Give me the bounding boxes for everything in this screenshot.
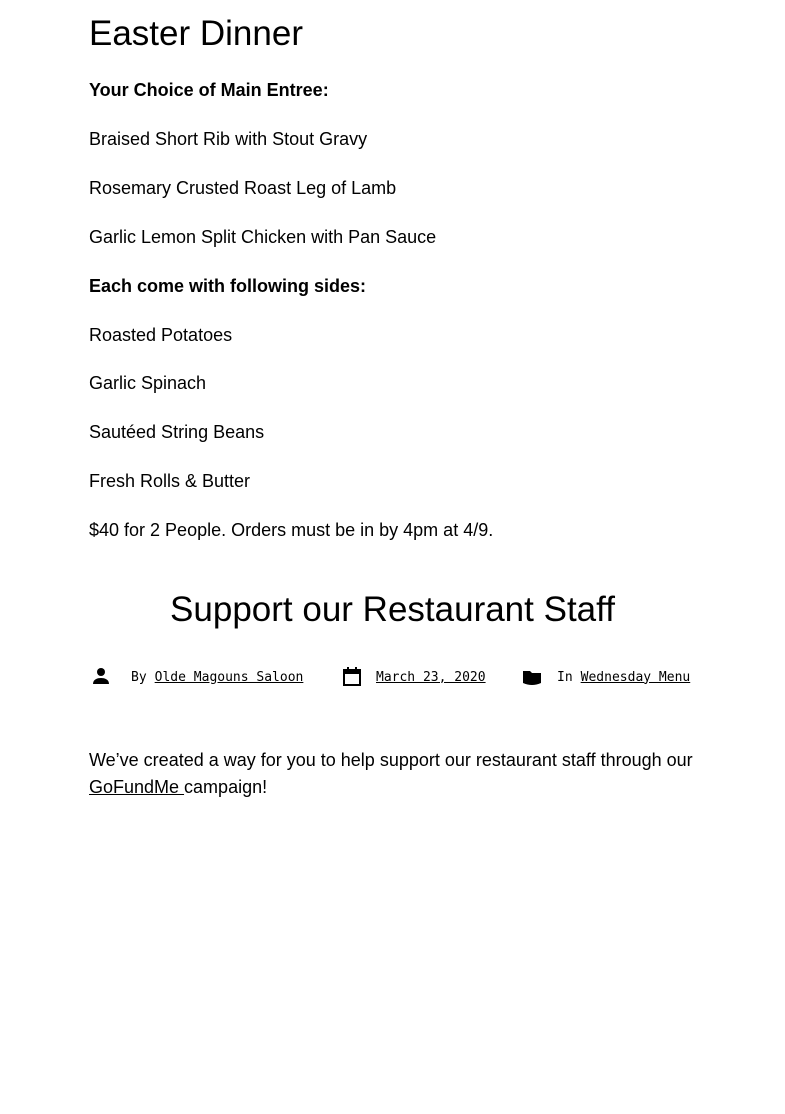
- sides-heading: Each come with following sides:: [89, 276, 367, 296]
- post-date: [340, 662, 486, 692]
- entree-item: Braised Short Rib with Stout Gravy: [89, 129, 368, 149]
- entree-item: Garlic Lemon Split Chicken with Pan Sauce: [89, 227, 437, 247]
- body-text: We’ve created a way for you to help support our restaurant staff through our: [89, 750, 693, 770]
- post-title-support-staff[interactable]: [0, 589, 785, 631]
- gofundme-link[interactable]: GoFundMe: [89, 777, 185, 797]
- post-meta: [89, 662, 709, 692]
- body-tail: campaign!: [184, 777, 268, 797]
- person-icon: [89, 665, 113, 689]
- side-item: Fresh Rolls & Butter: [89, 471, 251, 491]
- side-item: Sautéed String Beans: [89, 422, 265, 442]
- category-link[interactable]: Wednesday Menu: [580, 669, 691, 685]
- post-body: [89, 747, 709, 801]
- post-author: [89, 662, 303, 692]
- folder-icon: [521, 666, 543, 688]
- side-item: Roasted Potatoes: [89, 325, 233, 345]
- category-prefix: In: [557, 669, 573, 685]
- entree-item: Rosemary Crusted Roast Leg of Lamb: [89, 178, 397, 198]
- side-item: Garlic Spinach: [89, 373, 207, 393]
- post-category: [521, 662, 690, 692]
- author-prefix: By: [131, 669, 147, 685]
- author-link[interactable]: Olde Magouns Saloon: [154, 669, 304, 685]
- entree-heading: Your Choice of Main Entree:: [89, 80, 329, 100]
- date-link[interactable]: March 23, 2020: [376, 669, 486, 685]
- calendar-icon: [340, 665, 364, 689]
- price-note: $40 for 2 People. Orders must be in by 4pm at 4/9.: [89, 520, 494, 540]
- post-title-text[interactable]: Support our Restaurant Staff: [170, 590, 615, 629]
- post-title-easter-dinner: Easter Dinner: [89, 14, 303, 53]
